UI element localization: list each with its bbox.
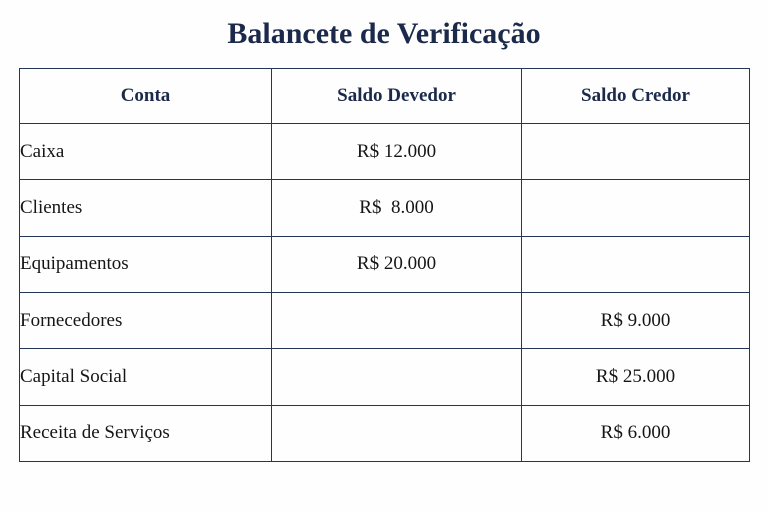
account-cell: Caixa [20, 124, 272, 180]
debit-cell [272, 405, 522, 461]
debit-cell: R$ 8.000 [272, 180, 522, 236]
credit-cell [522, 180, 750, 236]
column-header-debit: Saldo Devedor [272, 69, 522, 124]
table-row [20, 180, 750, 236]
table-row [20, 349, 750, 405]
debit-cell: R$ 20.000 [272, 236, 522, 292]
table-row [20, 292, 750, 348]
credit-cell: R$ 9.000 [522, 292, 750, 348]
debit-cell [272, 292, 522, 348]
table-row [20, 236, 750, 292]
account-cell: Receita de Serviços [20, 405, 272, 461]
table-row [20, 124, 750, 180]
account-cell: Clientes [20, 180, 272, 236]
trial-balance-table [19, 68, 750, 462]
debit-cell [272, 349, 522, 405]
table-header-row [20, 69, 750, 124]
account-cell: Fornecedores [20, 292, 272, 348]
account-cell: Capital Social [20, 349, 272, 405]
column-header-credit: Saldo Credor [522, 69, 750, 124]
debit-cell: R$ 12.000 [272, 124, 522, 180]
credit-cell [522, 236, 750, 292]
credit-cell [522, 124, 750, 180]
account-cell: Equipamentos [20, 236, 272, 292]
table-row [20, 405, 750, 461]
column-header-account: Conta [20, 69, 272, 124]
credit-cell: R$ 25.000 [522, 349, 750, 405]
page-title: Balancete de Verificação [227, 17, 541, 50]
credit-cell: R$ 6.000 [522, 405, 750, 461]
